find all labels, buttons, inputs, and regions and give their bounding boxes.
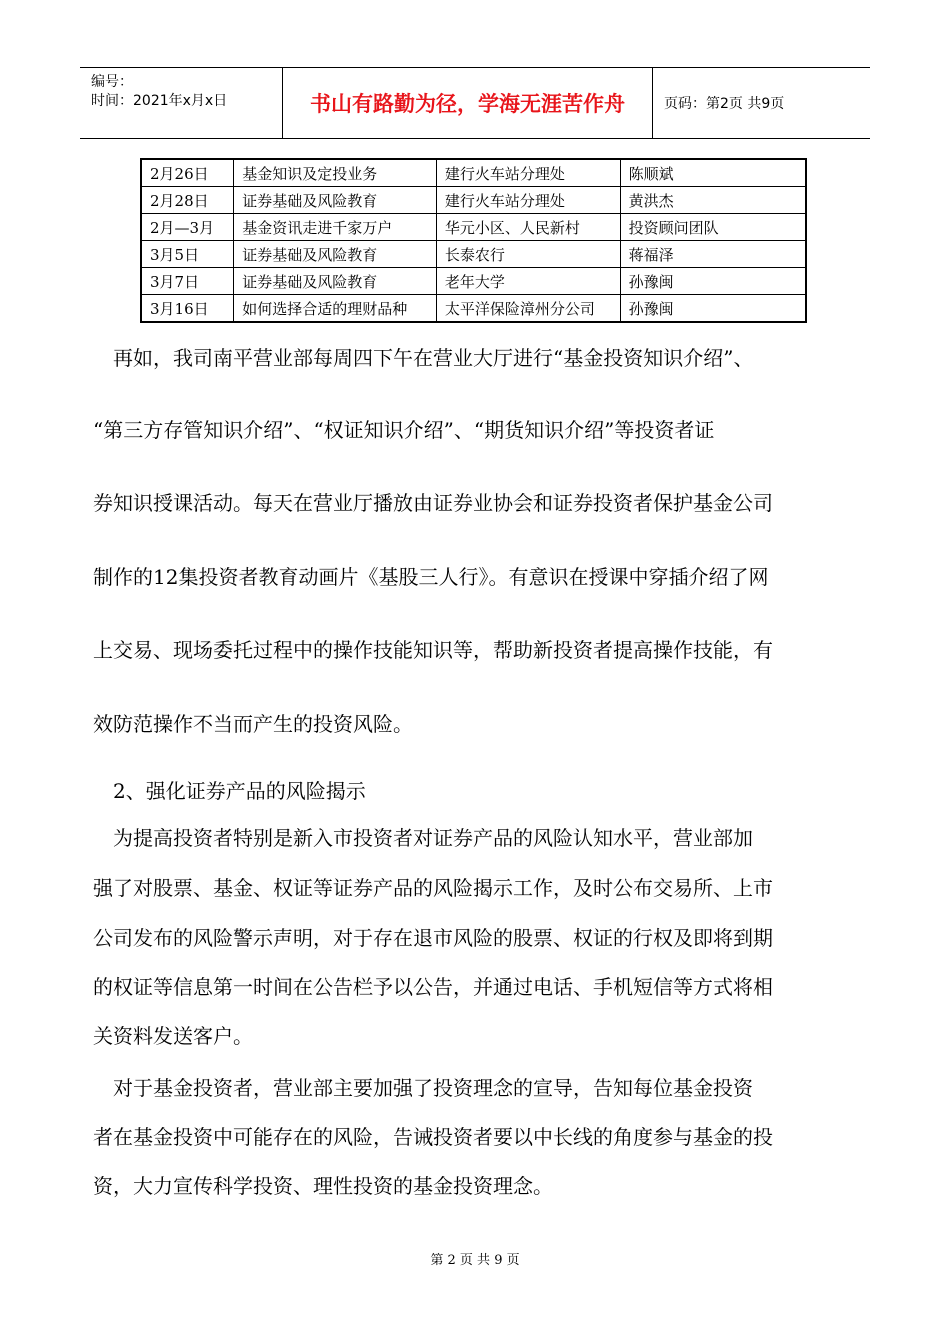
schedule-table bbox=[140, 158, 807, 323]
paragraph-line: 关资料发送客户。 bbox=[93, 1024, 253, 1048]
table-cell: 陈顺斌 bbox=[620, 159, 806, 187]
section-heading: 2、强化证券产品的风险揭示 bbox=[93, 779, 366, 803]
paragraph-line: 券知识授课活动。每天在营业厅播放由证券业协会和证券投资者保护基金公司 bbox=[93, 491, 773, 515]
table-cell: 蒋福泽 bbox=[620, 241, 806, 268]
paragraph-line: 对于基金投资者，营业部主要加强了投资理念的宣导，告知每位基金投资 bbox=[93, 1076, 753, 1100]
paragraph-line: 公司发布的风险警示声明，对于存在退市风险的股票、权证的行权及即将到期 bbox=[93, 926, 773, 950]
table-row bbox=[141, 159, 806, 187]
table-cell: 黄洪杰 bbox=[620, 187, 806, 214]
table-row bbox=[141, 187, 806, 214]
table-cell: 证券基础及风险教育 bbox=[234, 268, 437, 295]
table-cell: 3月5日 bbox=[141, 241, 234, 268]
table-row bbox=[141, 268, 806, 295]
table-cell: 证券基础及风险教育 bbox=[234, 241, 437, 268]
header-page-info bbox=[653, 68, 870, 138]
table-cell: 基金知识及定投业务 bbox=[234, 159, 437, 187]
table-cell: 3月7日 bbox=[141, 268, 234, 295]
paragraph-line: 资，大力宣传科学投资、理性投资的基金投资理念。 bbox=[93, 1174, 553, 1198]
table-cell: 2月28日 bbox=[141, 187, 234, 214]
paragraph-line: 制作的12集投资者教育动画片《基股三人行》。有意识在授课中穿插介绍了网 bbox=[93, 565, 769, 589]
table-row bbox=[141, 214, 806, 241]
table-cell: 2月—3月 bbox=[141, 214, 234, 241]
table-row bbox=[141, 295, 806, 323]
paragraph-line: 效防范操作不当而产生的投资风险。 bbox=[93, 712, 413, 736]
table-cell: 如何选择合适的理财品种 bbox=[234, 295, 437, 323]
table-cell: 太平洋保险漳州分公司 bbox=[436, 295, 620, 323]
table-cell: 3月16日 bbox=[141, 295, 234, 323]
paragraph-line: 为提高投资者特别是新入市投资者对证券产品的风险认知水平，营业部加 bbox=[93, 826, 753, 850]
table-cell: 老年大学 bbox=[436, 268, 620, 295]
paragraph-line: “第三方存管知识介绍”、“权证知识介绍”、“期货知识介绍”等投资者证 bbox=[93, 418, 715, 442]
header-meta bbox=[80, 68, 283, 138]
table-cell: 长泰农行 bbox=[436, 241, 620, 268]
paragraph-line: 者在基金投资中可能存在的风险，告诫投资者要以中长线的角度参与基金的投 bbox=[93, 1125, 773, 1149]
number-label: 编号： bbox=[91, 74, 133, 90]
paragraph-line: 上交易、现场委托过程中的操作技能知识等，帮助新投资者提高操作技能，有 bbox=[93, 638, 773, 662]
table-cell: 投资顾问团队 bbox=[620, 214, 806, 241]
page-header bbox=[80, 67, 870, 139]
table-row bbox=[141, 241, 806, 268]
table-cell: 建行火车站分理处 bbox=[436, 187, 620, 214]
table-cell: 建行火车站分理处 bbox=[436, 159, 620, 187]
paragraph-line: 的权证等信息第一时间在公告栏予以公告，并通过电话、手机短信等方式将相 bbox=[93, 975, 773, 999]
table-cell: 2月26日 bbox=[141, 159, 234, 187]
page-footer: 第 2 页 共 9 页 bbox=[430, 1253, 520, 1268]
table-cell: 证券基础及风险教育 bbox=[234, 187, 437, 214]
paragraph-line: 再如，我司南平营业部每周四下午在营业大厅进行“基金投资知识介绍”、 bbox=[93, 346, 754, 370]
header-motto: 书山有路勤为径，学海无涯苦作舟 bbox=[283, 68, 653, 138]
page-label: 页码：第2页 共9页 bbox=[664, 96, 785, 112]
table-cell: 华元小区、人民新村 bbox=[436, 214, 620, 241]
table-cell: 基金资讯走进千家万户 bbox=[234, 214, 437, 241]
table-cell: 孙豫闽 bbox=[620, 268, 806, 295]
table-cell: 孙豫闽 bbox=[620, 295, 806, 323]
time-label: 时间：2021年x月x日 bbox=[91, 93, 228, 109]
paragraph-line: 强了对股票、基金、权证等证券产品的风险揭示工作，及时公布交易所、上市 bbox=[93, 876, 773, 900]
